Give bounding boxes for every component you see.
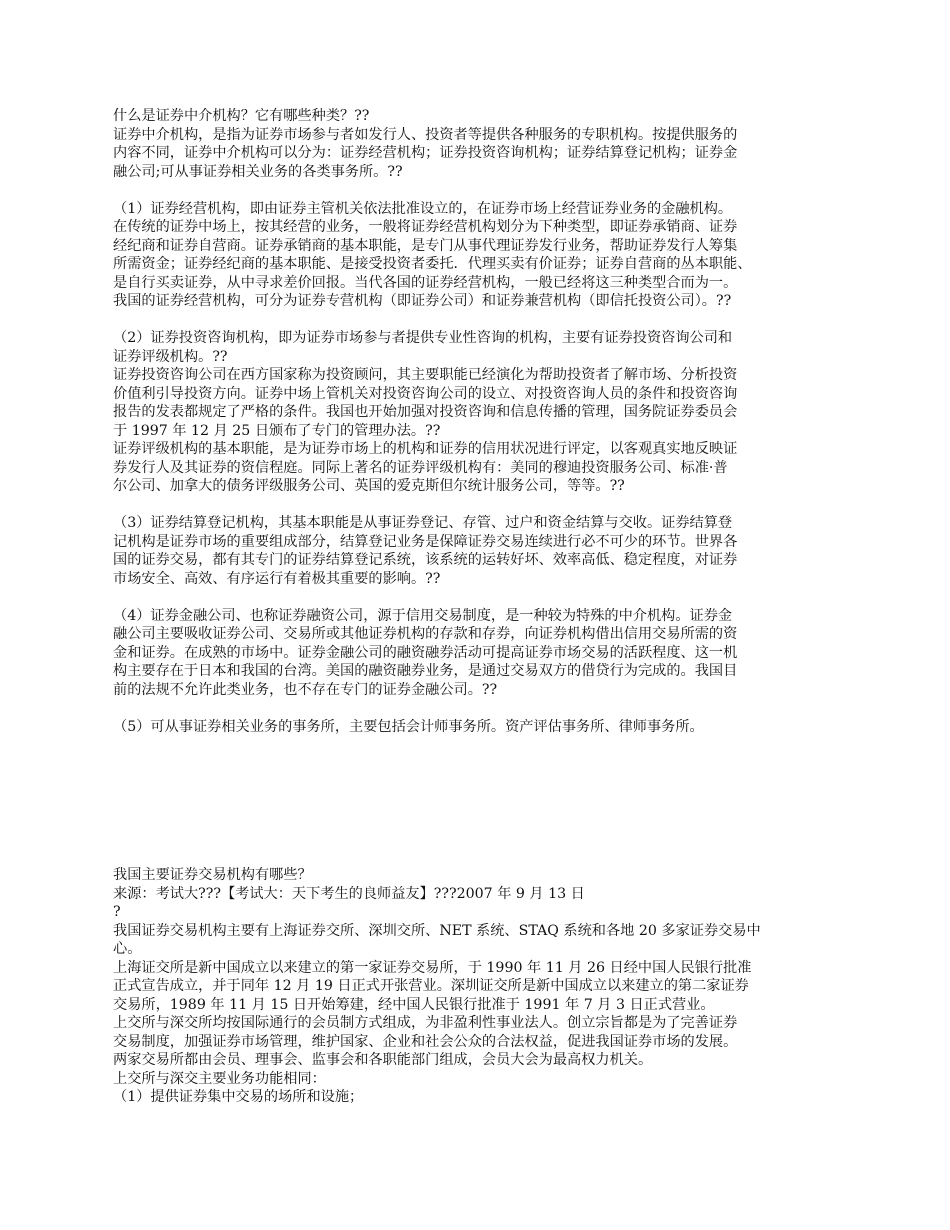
- section-heading: 什么是证券中介机构？它有哪些种类？??: [113, 108, 370, 124]
- paragraph-spacer: [113, 181, 835, 200]
- text-line: 所需资金；证券经纪商的基本职能、是接受投资者委托．代理买卖有价证券；证券自营商的丛本职能、: [113, 256, 752, 272]
- text-line: 上交所与深交主要业务功能相同：: [113, 1070, 326, 1087]
- text-line: 证券投资咨询公司在西方国家称为投资顾问，其主要职能已经演化为帮助投资者了解市场、分析投资: [113, 367, 738, 383]
- text-line: 融公司;可从事证券相关业务的各类事务所。??: [113, 163, 403, 180]
- text-line: 交易所，1989 年 11 月 15 日开始筹建，经中国人民银行批准于 1991 年 7 月 3 日正式营业。: [113, 996, 715, 1013]
- text-line: 融公司主要吸收证券公司、交易所或其他证券机构的存款和存券，向证券机构借出信用交易所需的资: [113, 626, 738, 642]
- paragraph-spacer: [113, 496, 835, 515]
- text-line: 价值利引导投资方向。证券中场上管机关对投资咨询公司的设立、对投资咨询人员的条件和投资咨询: [113, 385, 738, 402]
- securities-exchanges-section: [113, 866, 835, 1107]
- text-line: 正式宣告成立，并于同年 12 月 19 日正式开张营业。深圳证交所是新中国成立以来建立的第二家证券: [113, 978, 749, 994]
- paragraph-spacer: [113, 311, 835, 330]
- text-line: 我国的证券经营机构，可分为证券专营机构（即证券公司）和证券兼营机构（即信托投资公司）。??: [113, 293, 732, 309]
- text-line: 交易制度，加强证券市场管理，维护国家、企业和社会公众的合法权益，促进我国证券市场的发展。: [113, 1033, 738, 1050]
- text-line: 报告的发表都规定了严格的条件。我国也开始加强对投资咨询和信息传播的管理，国务院证券委员会: [113, 404, 738, 420]
- source-line: 来源：考试大???【考试大：天下考生的良师益友】???2007 年 9 月 13 日: [113, 885, 585, 902]
- text-line: 证券中介机构，是指为证券市场参与者如发行人、投资者等提供各种服务的专职机构。按提供服务的: [113, 126, 738, 143]
- text-line: 证券评级机构的基本职能，是为证券市场上的机构和证券的信用状况进行评定，以客观真实地反映证: [113, 441, 738, 457]
- text-line: 尔公司、加拿大的债务评级服务公司、英国的爱克斯但尔统计服务公司，等等。??: [113, 478, 625, 494]
- text-line: （1）提供证券集中交易的场所和设施；: [113, 1089, 364, 1105]
- text-line: 我国证券交易机构主要有上海证券交所、深圳交所、NET 系统、STAQ 系统和各地 20 多家证券交易中: [113, 922, 761, 939]
- text-line: （4）证券金融公司、也称证券融资公司，源于信用交易制度，是一种较为特殊的中介机构。证券金: [113, 607, 733, 624]
- text-line: 于 1997 年 12 月 25 日颁布了专门的管理办法。??: [113, 422, 441, 439]
- text-line: 市场安全、高效、有序运行有着极其重要的影响。??: [113, 570, 441, 587]
- text-line: 前的法规不允许此类业务，也不存在专门的证券金融公司。??: [113, 681, 498, 698]
- text-line: （5）可从事证券相关业务的事务所，主要包括会计师事务所。资产评估事务所、律师事务所。: [113, 718, 704, 735]
- text-line: 记机构是证券市场的重要组成部分，结算登记业务是保障证券交易连续进行必不可少的环节。世界各: [113, 533, 738, 550]
- text-line: 经纪商和证券自营商。证券承销商的基本职能，是专门从事代理证券发行业务，帮助证券发行人筹集: [113, 237, 738, 254]
- text-line: 心。: [113, 941, 142, 957]
- text-line: ?: [113, 904, 121, 920]
- text-line: 券发行人及其证券的资信程庭。同际上著名的证券评级机构有：美同的穆迪投资服务公司、标准·普: [113, 459, 728, 476]
- text-line: （1）证券经营机构，即由证券主管机关依法批准设立的，在证券市场上经营证券业务的金融机构。: [113, 200, 733, 217]
- text-line: 金和证券。在成熟的市场中。证券金融公司的融资融券活动可提高证券市场交易的活跃程度、这一机: [113, 644, 738, 661]
- securities-intermediaries-section: [113, 107, 835, 736]
- text-line: 是自行买卖证券，从中寻求差价回报。当代各国的证券经营机构，一般已经将这三种类型合而为一。: [113, 274, 738, 291]
- text-line: （3）证券结算登记机构，其基本职能是从事证券登记、存管、过户和资金结算与交收。证券结算登: [113, 515, 733, 531]
- text-line: 两家交易所都由会员、理事会、监事会和各职能部门组成，会员大会为最高权力机关。: [113, 1052, 653, 1068]
- text-line: 证券评级机构。??: [113, 348, 228, 365]
- text-line: （2）证券投资咨询机构，即为证券市场参与者提供专业性咨询的机构，主要有证券投资咨询公司和: [113, 330, 733, 346]
- text-line: 国的证券交易，都有其专门的证券结算登记系统，该系统的运转好坏、效率高低、稳定程度，对证券: [113, 552, 738, 568]
- paragraph-spacer: [113, 588, 835, 607]
- text-line: 构主要存在于日本和我国的台湾。美国的融资融券业务，是通过交易双方的借贷行为完成的。我国目: [113, 663, 738, 679]
- text-line: 在传统的证券中场上，按其经营的业务，一般将证券经营机构划分为下种类型，即证券承销商、证券: [113, 219, 738, 235]
- paragraph-spacer: [113, 699, 835, 718]
- text-line: 内容不同，证券中介机构可以分为：证券经营机构；证券投资咨询机构；证券结算登记机构；证券金: [113, 145, 738, 161]
- text-line: 上海证交所是新中国成立以来建立的第一家证券交易所，于 1990 年 11 月 26 日经中国人民银行批准: [113, 959, 752, 976]
- section-heading: 我国主要证券交易机构有哪些？: [113, 867, 312, 883]
- text-line: 上交所与深交所均按国际通行的会员制方式组成，为非盈利性事业法人。创立宗旨都是为了完善证券: [113, 1015, 738, 1031]
